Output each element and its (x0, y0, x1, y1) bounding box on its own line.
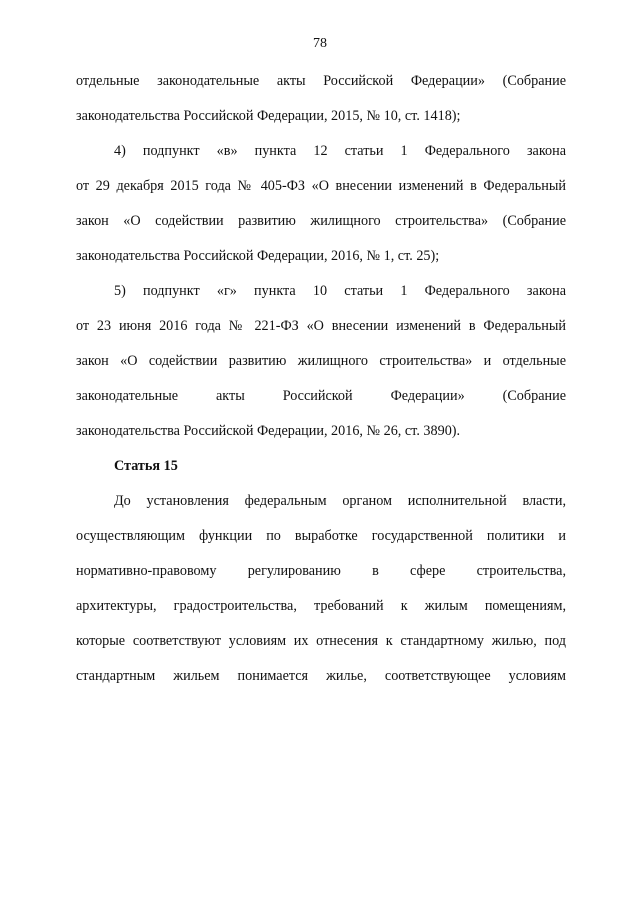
text-line: архитектуры, градостроительства, требований к жилым помещениям, (76, 598, 566, 614)
text-line: законодательные акты Российской Федерации» (Собрание (76, 388, 566, 404)
text-line: До установления федеральным органом исполнительной власти, (114, 493, 566, 509)
list-item-5 (76, 274, 566, 449)
text-line: осуществляющим функции по выработке государственной политики и (76, 528, 566, 544)
text-line: от 29 декабря 2015 года № 405-ФЗ «О внесении изменений в Федеральный (76, 178, 566, 194)
text-line: закон «О содействии развитию жилищного строительства» (Собрание (76, 213, 566, 229)
text-line: стандартным жильем понимается жилье, соответствующее условиям (76, 668, 566, 684)
text-line: 5) подпункт «г» пункта 10 статьи 1 Федерального закона (114, 283, 566, 299)
text-line: 4) подпункт «в» пункта 12 статьи 1 Федерального закона (114, 143, 566, 159)
text-line: законодательства Российской Федерации, 2016, № 1, ст. 25); (76, 248, 440, 264)
text-line: от 23 июня 2016 года № 221-ФЗ «О внесении изменений в Федеральный (76, 318, 566, 334)
text-line: законодательства Российской Федерации, 2016, № 26, ст. 3890). (76, 423, 461, 439)
text-line: закон «О содействии развитию жилищного строительства» и отдельные (76, 353, 566, 369)
page-number: 78 (313, 36, 327, 51)
document-body (76, 64, 566, 694)
text-line: отдельные законодательные акты Российской Федерации» (Собрание (76, 73, 566, 89)
list-item-4 (76, 134, 566, 274)
article-heading: Статья 15 (114, 458, 178, 474)
text-line: законодательства Российской Федерации, 2015, № 10, ст. 1418); (76, 108, 461, 124)
article-body (76, 484, 566, 694)
text-line: нормативно-правовому регулированию в сфере строительства, (76, 563, 566, 579)
paragraph-continuation (76, 64, 566, 134)
text-line: которые соответствуют условиям их отнесения к стандартному жилью, под (76, 633, 566, 649)
